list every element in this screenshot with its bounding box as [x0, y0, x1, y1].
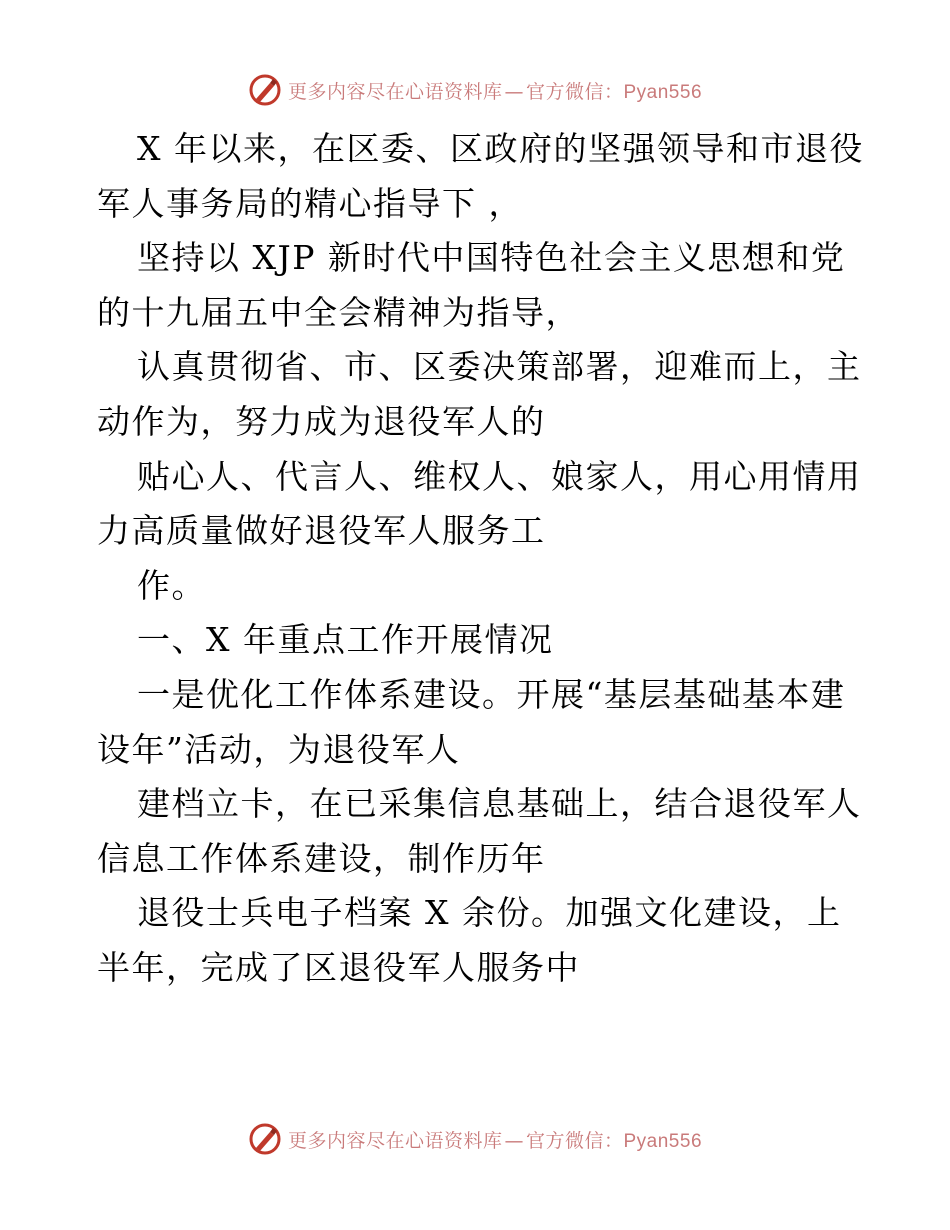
- body-line: 半年，完成了区退役军人服务中: [97, 947, 580, 987]
- watermark-text: 更多内容尽在心语资料库: [287, 1129, 503, 1152]
- body-line: 的十九届五中全会精神为指导，: [97, 292, 580, 332]
- watermark-label: 官方微信：: [525, 80, 624, 103]
- body-line: 作。: [137, 565, 206, 605]
- body-line: 退役士兵电子档案 X 余份。加强文化建设，上: [137, 893, 842, 933]
- section-heading: 一、X 年重点工作开展情况: [137, 620, 554, 660]
- watermark-dash: —: [504, 1129, 524, 1152]
- header-watermark: [0, 70, 950, 110]
- body-line: 信息工作体系建设，制作历年: [97, 838, 546, 878]
- body-line: 动作为，努力成为退役军人的: [97, 401, 546, 441]
- body-line: 建档立卡，在已采集信息基础上，结合退役军人: [137, 784, 862, 824]
- body-line: 设年”活动，为退役军人: [97, 729, 461, 769]
- body-line: 认真贯彻省、市、区委决策部署，迎难而上，主: [137, 347, 862, 387]
- watermark-id: Pyan556: [623, 1130, 703, 1152]
- pen-logo-icon: [248, 73, 282, 107]
- body-line: 军人事务局的精心指导下 ，: [97, 183, 523, 223]
- body-line: X 年以来，在区委、区政府的坚强领导和市退役: [137, 129, 864, 168]
- body-line: 坚持以 XJP 新时代中国特色社会主义思想和党: [137, 238, 846, 278]
- body-line: 一是优化工作体系建设。开展“基层基础基本建: [137, 674, 846, 714]
- pen-logo-icon: [248, 1122, 282, 1156]
- watermark-text: 更多内容尽在心语资料库: [287, 80, 503, 103]
- body-line: 力高质量做好退役军人服务工: [97, 511, 546, 551]
- body-line: 贴心人、代言人、维权人、娘家人，用心用情用: [137, 456, 862, 496]
- footer-watermark: [0, 1119, 950, 1159]
- watermark-id: Pyan556: [623, 81, 703, 103]
- watermark-dash: —: [504, 80, 524, 103]
- document-body: [97, 122, 864, 996]
- watermark-label: 官方微信：: [525, 1129, 624, 1152]
